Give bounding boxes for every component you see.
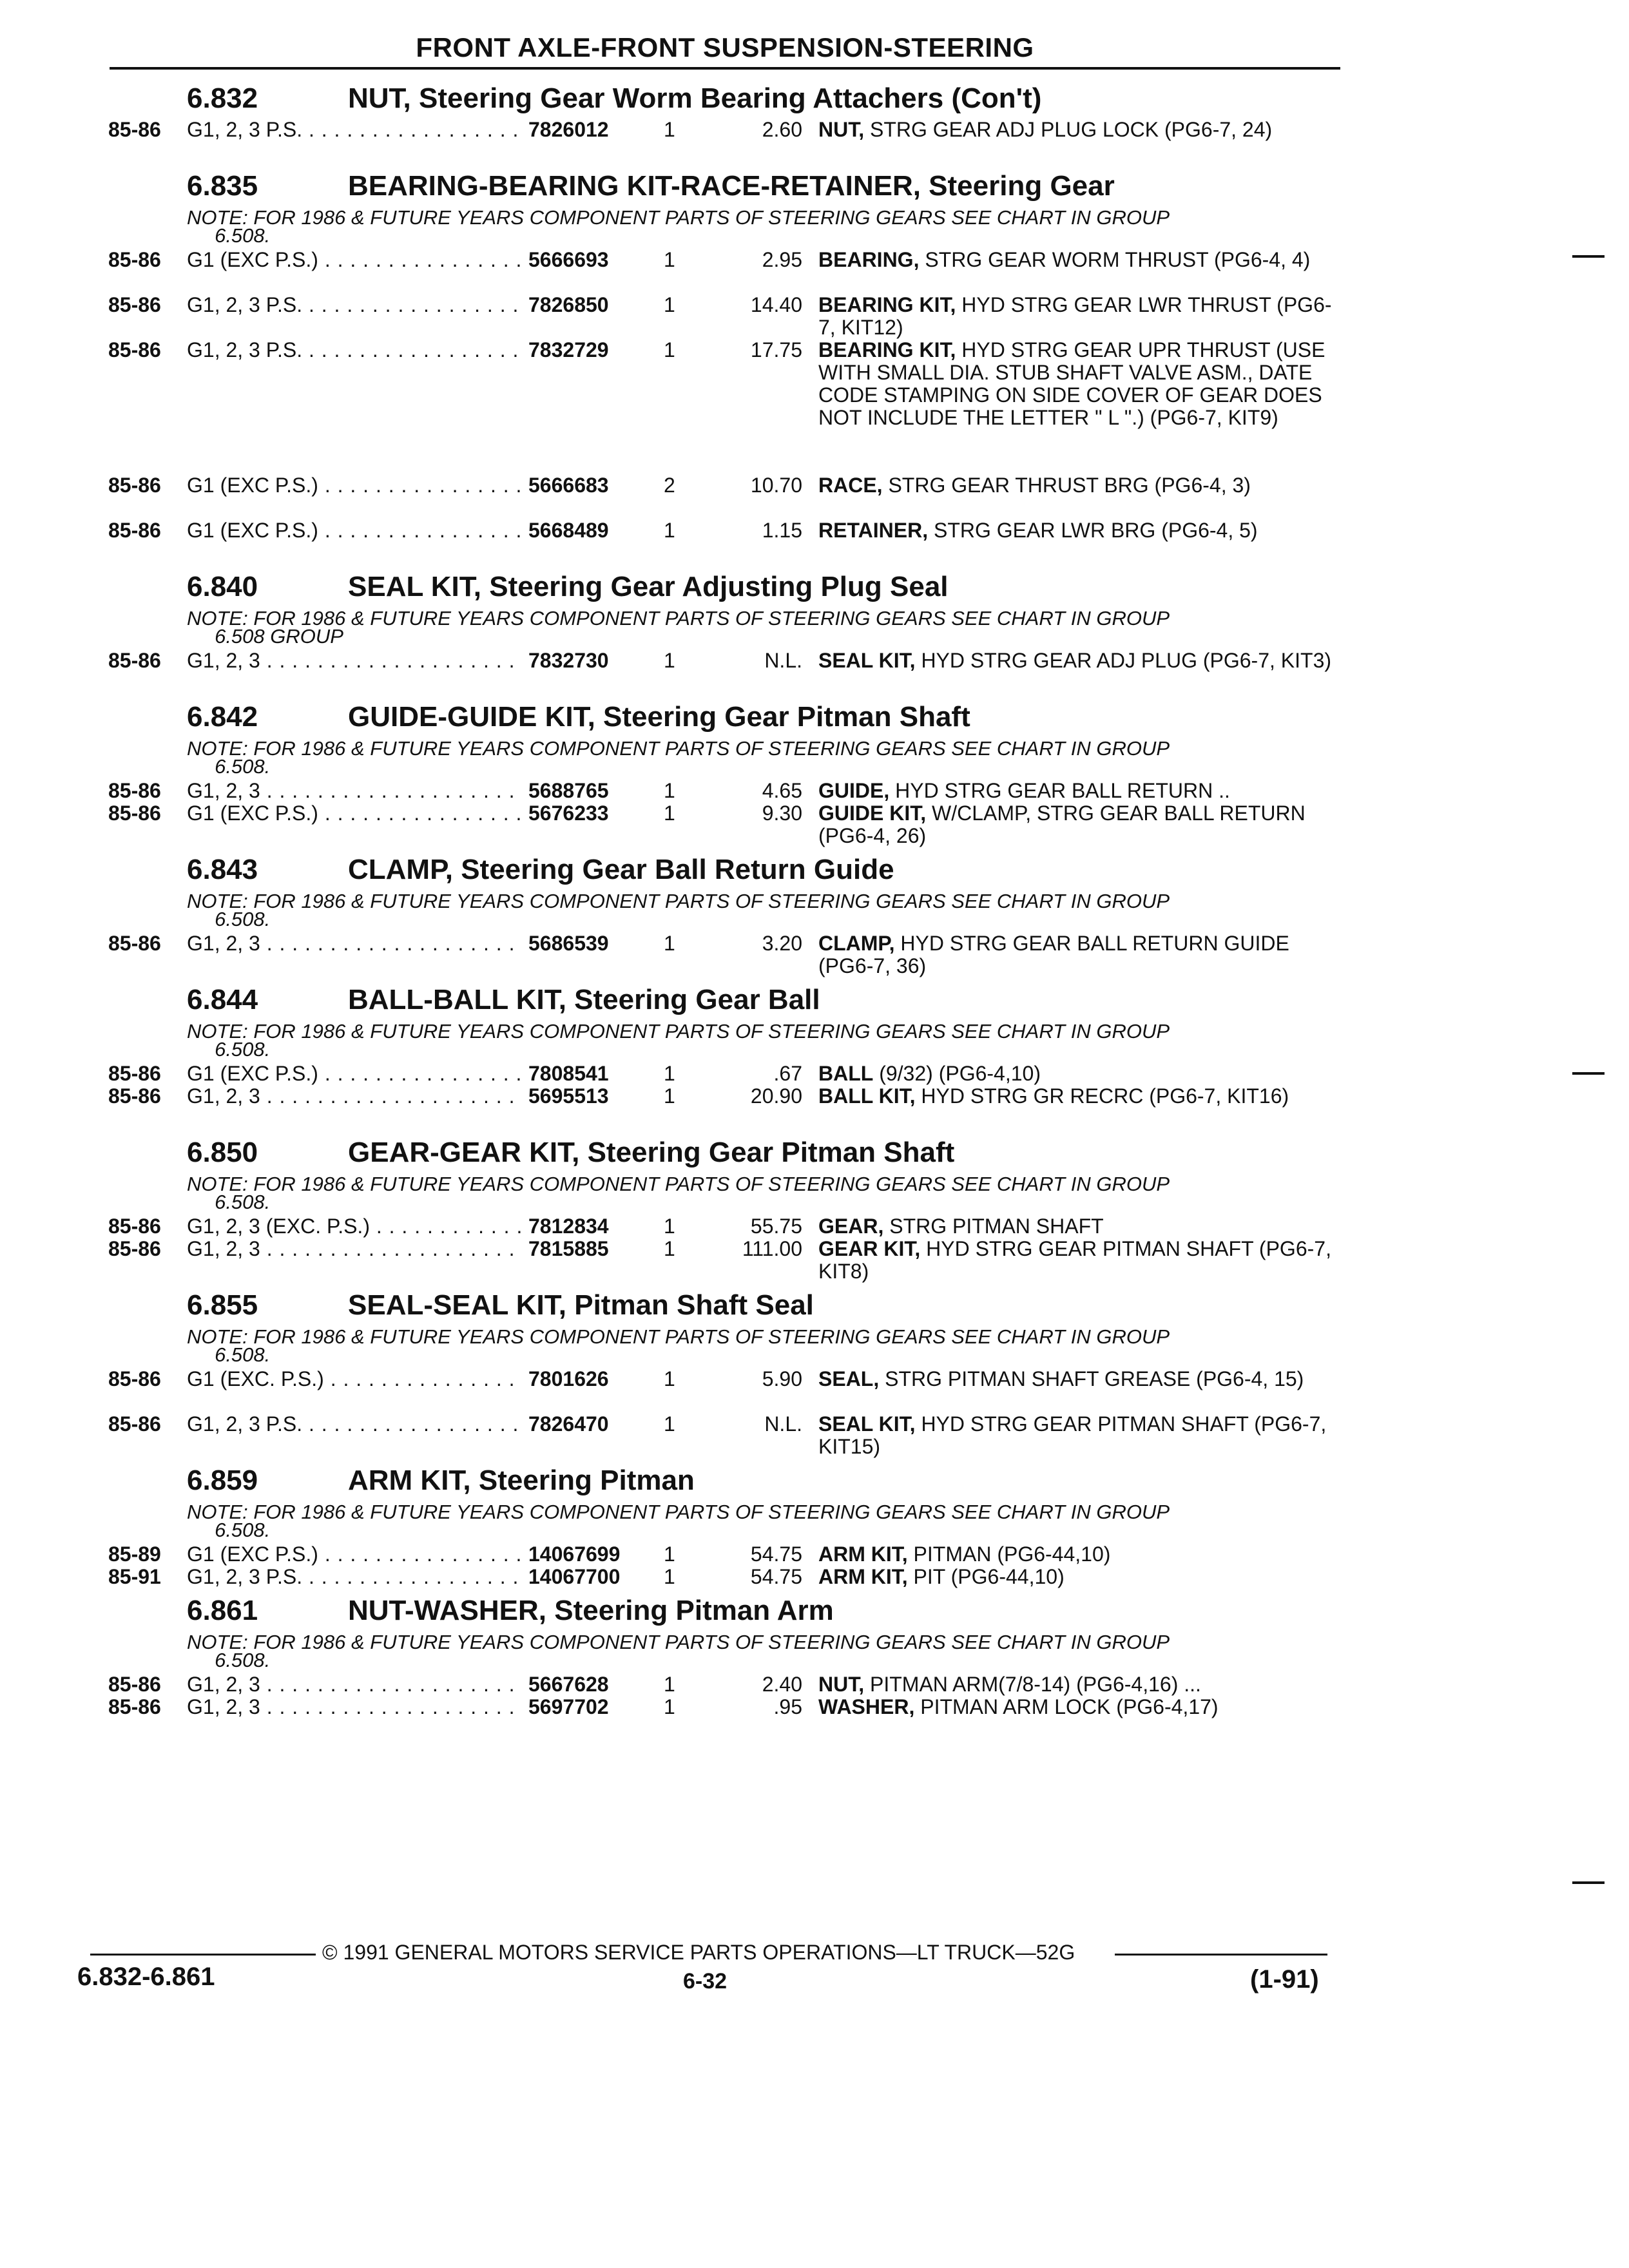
part-description bbox=[818, 249, 1334, 271]
part-description bbox=[818, 1413, 1334, 1458]
model-years: 85-86 bbox=[108, 1695, 161, 1718]
part-detail: HYD STRG GR RECRC (PG6-7, KIT16) bbox=[921, 1084, 1289, 1108]
part-detail: HYD STRG GEAR BALL RETURN .. bbox=[895, 779, 1230, 802]
part-number: 14067700 bbox=[528, 1565, 621, 1588]
part-name: SEAL KIT, bbox=[818, 649, 916, 672]
price: 54.75 bbox=[750, 1542, 802, 1566]
part-detail: HYD STRG GEAR PITMAN SHAFT (PG6-7, KIT15) bbox=[818, 1412, 1333, 1458]
section-6-859 bbox=[97, 1458, 1340, 1588]
part-number: 5666683 bbox=[528, 474, 609, 497]
part-name: SEAL, bbox=[818, 1367, 880, 1390]
part-number: 7812834 bbox=[528, 1215, 609, 1238]
part-name: BEARING, bbox=[818, 248, 920, 271]
section-number: 6.835 bbox=[187, 170, 258, 202]
price: 9.30 bbox=[762, 802, 802, 825]
model-years: 85-86 bbox=[108, 802, 161, 825]
quantity: 1 bbox=[664, 802, 675, 825]
part-number: 7832729 bbox=[528, 338, 609, 361]
section-heading bbox=[97, 1283, 1340, 1325]
price: 2.95 bbox=[762, 248, 802, 271]
part-description bbox=[818, 1696, 1334, 1718]
application: G1, 2, 3 . . . bbox=[187, 1238, 522, 1260]
application: G1, 2, 3 . . . bbox=[187, 1085, 522, 1108]
section-note: NOTE: FOR 1986 & FUTURE YEARS COMPONENT PARTS OF STEERING GEARS SEE CHART IN GROUP 6.508. bbox=[187, 1501, 1170, 1541]
part-name: BEARING KIT, bbox=[818, 293, 956, 316]
part-detail: PITMAN (PG6-44,10) bbox=[913, 1542, 1111, 1566]
price: 2.40 bbox=[762, 1673, 802, 1696]
part-number: 5666693 bbox=[528, 248, 609, 271]
application: G1 (EXC. P.S.) . . . bbox=[187, 1368, 522, 1390]
model-years: 85-86 bbox=[108, 1367, 161, 1390]
section-note: NOTE: FOR 1986 & FUTURE YEARS COMPONENT PARTS OF STEERING GEARS SEE CHART IN GROUP 6.508. bbox=[187, 1020, 1170, 1061]
section-heading bbox=[97, 1458, 1340, 1501]
part-row bbox=[97, 294, 1340, 339]
part-detail: HYD STRG GEAR LWR THRUST (PG6-7, KIT12) bbox=[818, 293, 1332, 339]
part-number: 7826850 bbox=[528, 293, 609, 316]
part-description bbox=[818, 649, 1334, 672]
page-header-title: FRONT AXLE-FRONT SUSPENSION-STEERING bbox=[416, 32, 1034, 62]
part-row bbox=[97, 1673, 1340, 1696]
section-number: 6.840 bbox=[187, 571, 258, 602]
part-row bbox=[97, 119, 1340, 164]
section-number: 6.842 bbox=[187, 701, 258, 733]
section-note: NOTE: FOR 1986 & FUTURE YEARS COMPONENT PARTS OF STEERING GEARS SEE CHART IN GROUP 6.508. bbox=[187, 890, 1170, 930]
part-name: RACE, bbox=[818, 474, 883, 497]
part-name: NUT, bbox=[818, 1673, 865, 1696]
model-years: 85-86 bbox=[108, 338, 161, 361]
section-number: 6.861 bbox=[187, 1595, 258, 1626]
footer-page-number: 6-32 bbox=[683, 1969, 728, 1994]
margin-tick-mark bbox=[1572, 1881, 1605, 1884]
part-row bbox=[97, 649, 1340, 695]
section-note: NOTE: FOR 1986 & FUTURE YEARS COMPONENT PARTS OF STEERING GEARS SEE CHART IN GROUP 6.508 GROUP bbox=[187, 607, 1170, 648]
application: G1 (EXC P.S.) . . . bbox=[187, 474, 522, 497]
application: G1 (EXC P.S.) . . . bbox=[187, 802, 522, 825]
model-years: 85-89 bbox=[108, 1542, 161, 1566]
part-row bbox=[97, 339, 1340, 474]
price: 111.00 bbox=[742, 1237, 802, 1260]
footer-group-range: 6.832-6.861 bbox=[77, 1963, 215, 1991]
quantity: 1 bbox=[664, 1695, 675, 1718]
price: 3.20 bbox=[762, 932, 802, 955]
price: 14.40 bbox=[750, 293, 802, 316]
parts-listing bbox=[97, 76, 1340, 1718]
footer-rule-left bbox=[90, 1954, 316, 1956]
quantity: 1 bbox=[664, 248, 675, 271]
part-detail: HYD STRG GEAR BALL RETURN GUIDE (PG6-7, 36) bbox=[818, 932, 1295, 977]
part-number: 7832730 bbox=[528, 649, 609, 672]
part-name: GEAR KIT, bbox=[818, 1237, 921, 1260]
quantity: 1 bbox=[664, 338, 675, 361]
quantity: 1 bbox=[664, 1673, 675, 1696]
section-title: NUT-WASHER, Steering Pitman Arm bbox=[348, 1595, 834, 1626]
part-row bbox=[97, 1062, 1340, 1085]
quantity: 1 bbox=[664, 1367, 675, 1390]
model-years: 85-86 bbox=[108, 649, 161, 672]
part-number: 7826012 bbox=[528, 118, 609, 141]
quantity: 1 bbox=[664, 1084, 675, 1108]
quantity: 1 bbox=[664, 1062, 675, 1085]
application: G1, 2, 3 . . . bbox=[187, 1696, 522, 1718]
part-name: GUIDE, bbox=[818, 779, 890, 802]
part-description bbox=[818, 119, 1334, 141]
model-years: 85-86 bbox=[108, 248, 161, 271]
part-row bbox=[97, 519, 1340, 564]
part-number: 5695513 bbox=[528, 1084, 609, 1108]
price: .67 bbox=[773, 1062, 802, 1085]
margin-tick-mark bbox=[1572, 255, 1605, 258]
footer-revision-date: (1-91) bbox=[1250, 1965, 1319, 1994]
part-row bbox=[97, 802, 1340, 847]
price: 5.90 bbox=[762, 1367, 802, 1390]
price: 2.60 bbox=[762, 118, 802, 141]
part-row bbox=[97, 1566, 1340, 1588]
price: 1.15 bbox=[762, 519, 802, 542]
quantity: 1 bbox=[664, 293, 675, 316]
section-6-832 bbox=[97, 76, 1340, 164]
price: 20.90 bbox=[750, 1084, 802, 1108]
section-6-840 bbox=[97, 564, 1340, 695]
part-detail: HYD STRG GEAR UPR THRUST (USE WITH SMALL DIA. STUB SHAFT VALVE ASM., DATE CODE STAMPING ON SIDE COVER OF GEAR DOES NOT INCLUDE THE LETTER " L ".) (PG6-7, KIT9) bbox=[818, 338, 1331, 429]
application: G1, 2, 3 P.S. . . . bbox=[187, 294, 522, 316]
model-years: 85-86 bbox=[108, 1673, 161, 1696]
model-years: 85-86 bbox=[108, 519, 161, 542]
part-detail: HYD STRG GEAR ADJ PLUG (PG6-7, KIT3) bbox=[921, 649, 1332, 672]
section-note: NOTE: FOR 1986 & FUTURE YEARS COMPONENT PARTS OF STEERING GEARS SEE CHART IN GROUP 6.508. bbox=[187, 1631, 1170, 1671]
part-name: SEAL KIT, bbox=[818, 1412, 916, 1436]
section-title: NUT, Steering Gear Worm Bearing Attachers (Con't) bbox=[348, 82, 1042, 114]
model-years: 85-91 bbox=[108, 1565, 161, 1588]
part-number: 5688765 bbox=[528, 779, 609, 802]
section-heading bbox=[97, 564, 1340, 607]
part-row bbox=[97, 780, 1340, 802]
part-row bbox=[97, 1696, 1340, 1718]
section-heading bbox=[97, 76, 1340, 119]
model-years: 85-86 bbox=[108, 1412, 161, 1436]
price: N.L. bbox=[764, 649, 802, 672]
application: G1, 2, 3 P.S. . . . bbox=[187, 1566, 522, 1588]
model-years: 85-86 bbox=[108, 932, 161, 955]
part-name: BALL KIT, bbox=[818, 1084, 916, 1108]
part-number: 5668489 bbox=[528, 519, 609, 542]
section-6-835 bbox=[97, 164, 1340, 564]
section-number: 6.843 bbox=[187, 854, 258, 885]
quantity: 1 bbox=[664, 1215, 675, 1238]
part-row bbox=[97, 1215, 1340, 1238]
part-row bbox=[97, 1543, 1340, 1566]
part-name: CLAMP, bbox=[818, 932, 895, 955]
part-description bbox=[818, 1215, 1334, 1238]
price: 55.75 bbox=[750, 1215, 802, 1238]
footer-copyright: © 1991 GENERAL MOTORS SERVICE PARTS OPERATIONS—LT TRUCK—52G bbox=[322, 1941, 1075, 1964]
section-title: CLAMP, Steering Gear Ball Return Guide bbox=[348, 854, 894, 885]
part-number: 5667628 bbox=[528, 1673, 609, 1696]
part-description bbox=[818, 1673, 1334, 1696]
quantity: 1 bbox=[664, 519, 675, 542]
section-6-844 bbox=[97, 977, 1340, 1130]
section-heading bbox=[97, 847, 1340, 890]
section-title: SEAL KIT, Steering Gear Adjusting Plug Seal bbox=[348, 571, 949, 602]
part-row bbox=[97, 932, 1340, 977]
quantity: 1 bbox=[664, 779, 675, 802]
price: 54.75 bbox=[750, 1565, 802, 1588]
section-title: BALL-BALL KIT, Steering Gear Ball bbox=[348, 984, 820, 1015]
section-number: 6.850 bbox=[187, 1137, 258, 1168]
part-detail: STRG PITMAN SHAFT bbox=[889, 1215, 1104, 1238]
part-description bbox=[818, 1237, 1337, 1283]
part-description bbox=[818, 294, 1334, 339]
quantity: 1 bbox=[664, 1542, 675, 1566]
part-name: BEARING KIT, bbox=[818, 338, 956, 361]
part-number: 7808541 bbox=[528, 1062, 609, 1085]
part-name: GUIDE KIT, bbox=[818, 802, 927, 825]
application: G1, 2, 3 P.S. . . . bbox=[187, 339, 522, 361]
section-number: 6.844 bbox=[187, 984, 258, 1015]
part-detail: HYD STRG GEAR PITMAN SHAFT (PG6-7, KIT8) bbox=[818, 1237, 1337, 1283]
quantity: 1 bbox=[664, 932, 675, 955]
section-title: GEAR-GEAR KIT, Steering Gear Pitman Shaft bbox=[348, 1137, 955, 1168]
section-number: 6.832 bbox=[187, 82, 258, 114]
quantity: 1 bbox=[664, 1237, 675, 1260]
model-years: 85-86 bbox=[108, 1215, 161, 1238]
part-number: 5676233 bbox=[528, 802, 609, 825]
margin-tick-mark bbox=[1572, 1072, 1605, 1075]
part-description bbox=[818, 932, 1334, 977]
part-detail: PITMAN ARM LOCK (PG6-4,17) bbox=[920, 1695, 1219, 1718]
model-years: 85-86 bbox=[108, 293, 161, 316]
section-number: 6.855 bbox=[187, 1289, 258, 1321]
section-title: SEAL-SEAL KIT, Pitman Shaft Seal bbox=[348, 1289, 814, 1321]
section-title: ARM KIT, Steering Pitman bbox=[348, 1465, 695, 1496]
part-name: RETAINER, bbox=[818, 519, 929, 542]
section-heading bbox=[97, 1130, 1340, 1173]
footer-rule-right bbox=[1115, 1954, 1327, 1956]
section-number: 6.859 bbox=[187, 1465, 258, 1496]
section-6-850 bbox=[97, 1130, 1340, 1283]
quantity: 1 bbox=[664, 1412, 675, 1436]
model-years: 85-86 bbox=[108, 1062, 161, 1085]
part-name: GEAR, bbox=[818, 1215, 884, 1238]
section-title: BEARING-BEARING KIT-RACE-RETAINER, Steering Gear bbox=[348, 170, 1115, 202]
part-name: BALL bbox=[818, 1062, 874, 1085]
part-description bbox=[818, 339, 1334, 429]
quantity: 2 bbox=[664, 474, 675, 497]
application: G1, 2, 3 . . . bbox=[187, 649, 522, 672]
price: 10.70 bbox=[750, 474, 802, 497]
section-note: NOTE: FOR 1986 & FUTURE YEARS COMPONENT PARTS OF STEERING GEARS SEE CHART IN GROUP 6.508. bbox=[187, 1325, 1170, 1366]
part-row bbox=[97, 249, 1340, 294]
part-number: 14067699 bbox=[528, 1542, 621, 1566]
application: G1 (EXC P.S.) . . . bbox=[187, 249, 522, 271]
part-description bbox=[818, 519, 1334, 542]
application: G1 (EXC P.S.) . . . bbox=[187, 1062, 522, 1085]
model-years: 85-86 bbox=[108, 1084, 161, 1108]
model-years: 85-86 bbox=[108, 474, 161, 497]
section-note: NOTE: FOR 1986 & FUTURE YEARS COMPONENT PARTS OF STEERING GEARS SEE CHART IN GROUP 6.508. bbox=[187, 206, 1170, 247]
part-detail: STRG GEAR ADJ PLUG LOCK (PG6-7, 24) bbox=[870, 118, 1273, 141]
part-row bbox=[97, 1368, 1340, 1413]
section-heading bbox=[97, 695, 1340, 737]
part-row bbox=[97, 474, 1340, 519]
header-rule bbox=[110, 67, 1340, 70]
part-description bbox=[818, 1062, 1334, 1085]
part-detail: PIT (PG6-44,10) bbox=[913, 1565, 1065, 1588]
part-detail: (9/32) (PG6-4,10) bbox=[879, 1062, 1041, 1085]
part-description bbox=[818, 1368, 1334, 1390]
section-6-855 bbox=[97, 1283, 1340, 1458]
section-6-843 bbox=[97, 847, 1340, 977]
part-description bbox=[818, 474, 1334, 497]
model-years: 85-86 bbox=[108, 779, 161, 802]
application: G1, 2, 3 P.S. . . . bbox=[187, 119, 522, 141]
price: .95 bbox=[773, 1695, 802, 1718]
part-row bbox=[97, 1085, 1340, 1130]
part-number: 5686539 bbox=[528, 932, 609, 955]
model-years: 85-86 bbox=[108, 1237, 161, 1260]
application: G1 (EXC P.S.) . . . bbox=[187, 1543, 522, 1566]
section-heading bbox=[97, 977, 1340, 1020]
part-name: NUT, bbox=[818, 118, 865, 141]
application: G1, 2, 3 (EXC. P.S.) . . . bbox=[187, 1215, 522, 1238]
model-years: 85-86 bbox=[108, 118, 161, 141]
quantity: 1 bbox=[664, 118, 675, 141]
part-detail: PITMAN ARM(7/8-14) (PG6-4,16) ... bbox=[870, 1673, 1201, 1696]
section-heading bbox=[97, 164, 1340, 206]
application: G1 (EXC P.S.) . . . bbox=[187, 519, 522, 542]
part-description bbox=[818, 1085, 1334, 1108]
part-number: 5697702 bbox=[528, 1695, 609, 1718]
part-name: ARM KIT, bbox=[818, 1565, 908, 1588]
part-detail: STRG GEAR THRUST BRG (PG6-4, 3) bbox=[888, 474, 1251, 497]
part-name: WASHER, bbox=[818, 1695, 915, 1718]
part-row bbox=[97, 1413, 1340, 1458]
section-heading bbox=[97, 1588, 1340, 1631]
section-note: NOTE: FOR 1986 & FUTURE YEARS COMPONENT PARTS OF STEERING GEARS SEE CHART IN GROUP 6.508. bbox=[187, 1173, 1170, 1213]
part-detail: STRG GEAR WORM THRUST (PG6-4, 4) bbox=[925, 248, 1311, 271]
part-description bbox=[818, 1566, 1334, 1588]
part-detail: STRG GEAR LWR BRG (PG6-4, 5) bbox=[933, 519, 1258, 542]
part-description bbox=[818, 802, 1334, 847]
part-number: 7826470 bbox=[528, 1412, 609, 1436]
application: G1, 2, 3 . . . bbox=[187, 932, 522, 955]
part-description bbox=[818, 780, 1334, 802]
section-note: NOTE: FOR 1986 & FUTURE YEARS COMPONENT PARTS OF STEERING GEARS SEE CHART IN GROUP 6.508. bbox=[187, 737, 1170, 778]
quantity: 1 bbox=[664, 1565, 675, 1588]
part-name: ARM KIT, bbox=[818, 1542, 908, 1566]
application: G1, 2, 3 P.S. . . . bbox=[187, 1413, 522, 1436]
quantity: 1 bbox=[664, 649, 675, 672]
application: G1, 2, 3 . . . bbox=[187, 1673, 522, 1696]
part-number: 7801626 bbox=[528, 1367, 609, 1390]
price: 4.65 bbox=[762, 779, 802, 802]
section-6-842 bbox=[97, 695, 1340, 847]
application: G1, 2, 3 . . . bbox=[187, 780, 522, 802]
price: 17.75 bbox=[750, 338, 802, 361]
part-detail: STRG PITMAN SHAFT GREASE (PG6-4, 15) bbox=[885, 1367, 1304, 1390]
section-title: GUIDE-GUIDE KIT, Steering Gear Pitman Shaft bbox=[348, 701, 970, 733]
part-detail: W/CLAMP, STRG GEAR BALL RETURN (PG6-4, 26) bbox=[818, 802, 1311, 847]
part-number: 7815885 bbox=[528, 1237, 609, 1260]
part-row bbox=[97, 1238, 1340, 1283]
part-description bbox=[818, 1543, 1334, 1566]
price: N.L. bbox=[764, 1412, 802, 1436]
section-6-861 bbox=[97, 1588, 1340, 1718]
